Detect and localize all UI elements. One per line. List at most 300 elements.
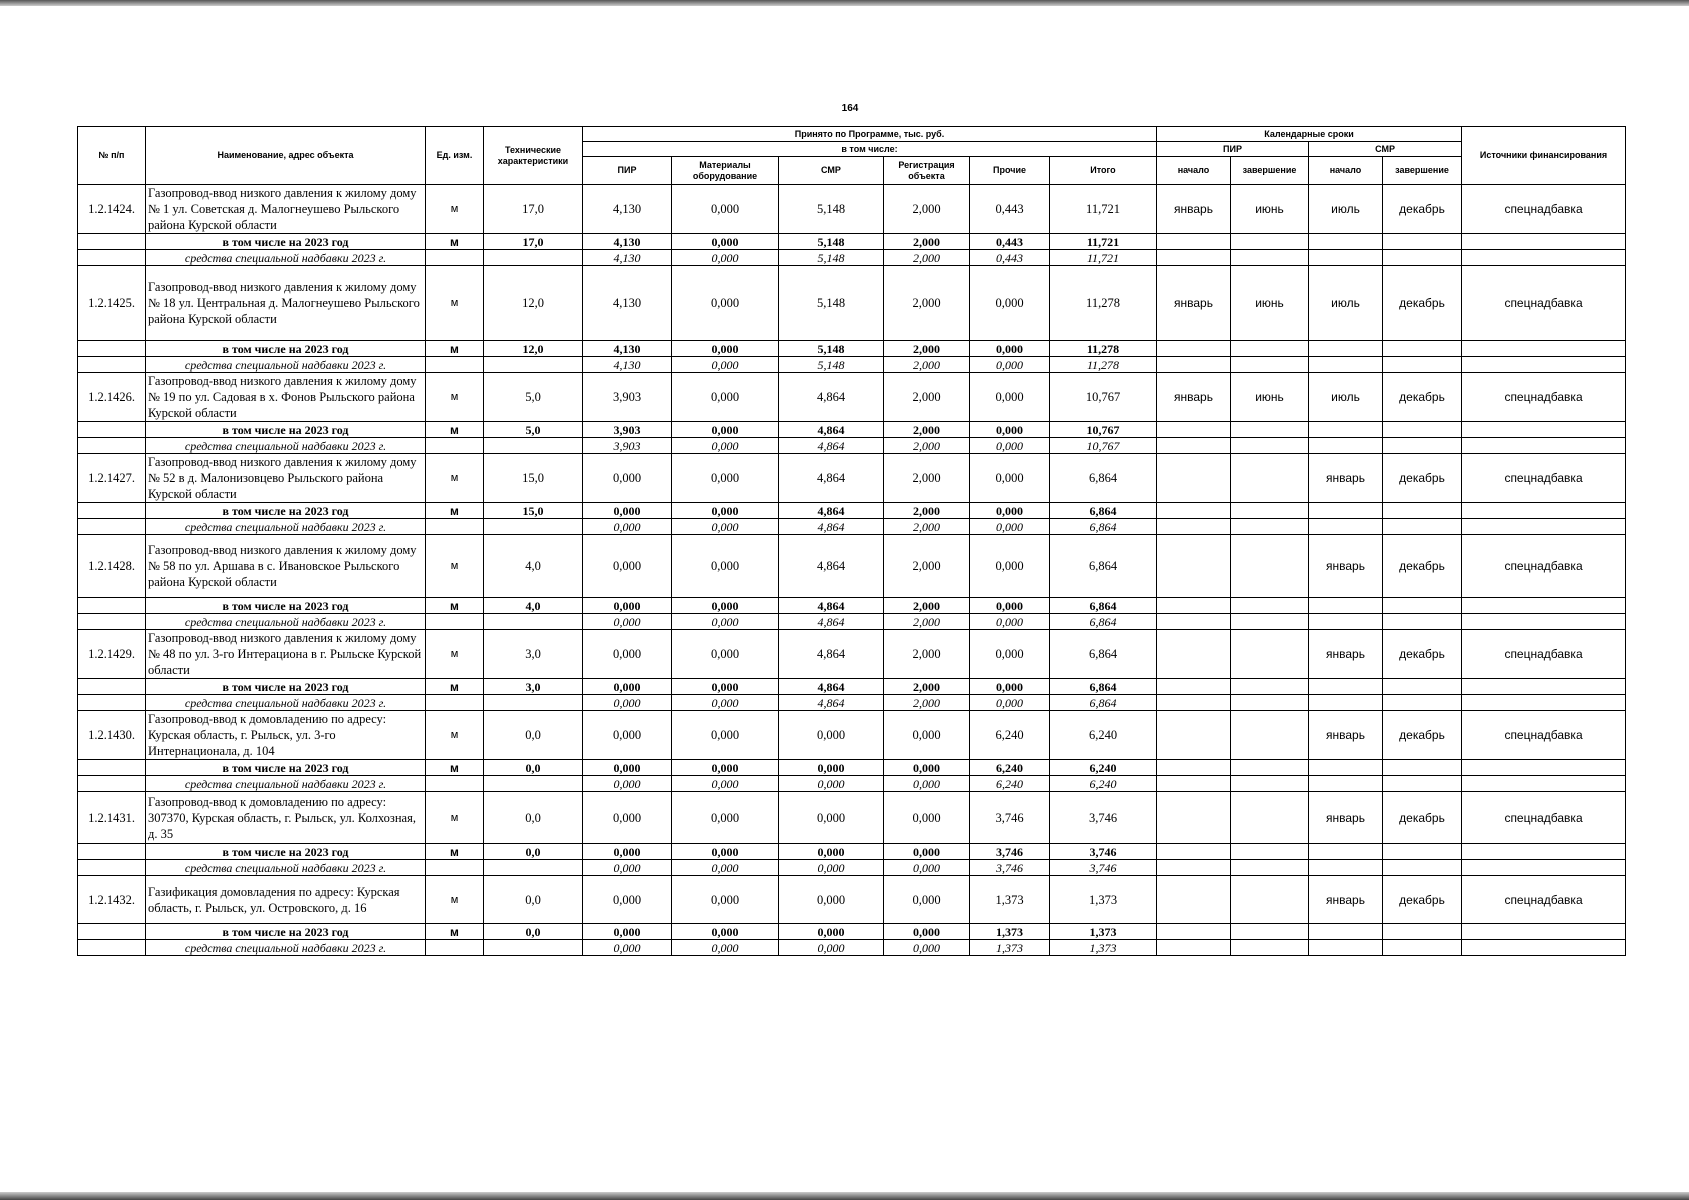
fund-pir-start bbox=[1157, 940, 1231, 956]
header-registration: Регистрация объекта bbox=[884, 157, 970, 185]
subtotal-pir-end bbox=[1231, 760, 1309, 776]
subtotal-registration: 0,000 bbox=[884, 760, 970, 776]
object-pir: 4,130 bbox=[583, 185, 672, 234]
fund-registration: 0,000 bbox=[884, 860, 970, 876]
subtotal-materials: 0,000 bbox=[672, 924, 779, 940]
subtotal-2023-row bbox=[78, 503, 1626, 519]
fund-pir: 4,130 bbox=[583, 250, 672, 266]
fund-label: средства специальной надбавки 2023 г. bbox=[146, 776, 426, 792]
subtotal-other: 0,000 bbox=[970, 422, 1050, 438]
header-pir-end: завершение bbox=[1231, 157, 1309, 185]
object-id: 1.2.1431. bbox=[78, 792, 146, 844]
special-fund-row bbox=[78, 614, 1626, 630]
subtotal-id bbox=[78, 679, 146, 695]
fund-smr-end bbox=[1383, 357, 1462, 373]
smr-end: декабрь bbox=[1383, 876, 1462, 924]
object-row bbox=[78, 454, 1626, 503]
subtotal-smr: 0,000 bbox=[779, 844, 884, 860]
subtotal-pir-start bbox=[1157, 422, 1231, 438]
object-name: Газопровод-ввод низкого давления к жилому дому № 18 ул. Центральная д. Малогнеушево Рыльского района Курской области bbox=[146, 266, 426, 341]
subtotal-pir-start bbox=[1157, 341, 1231, 357]
subtotal-pir: 0,000 bbox=[583, 924, 672, 940]
object-pir: 0,000 bbox=[583, 630, 672, 679]
header-num: № п/п bbox=[78, 127, 146, 185]
object-name: Газификация домовладения по адресу: Курская область, г. Рыльск, ул. Островского, д. 16 bbox=[146, 876, 426, 924]
object-row bbox=[78, 535, 1626, 598]
object-id: 1.2.1428. bbox=[78, 535, 146, 598]
header-including: в том числе: bbox=[583, 142, 1157, 157]
fund-other: 0,000 bbox=[970, 519, 1050, 535]
fund-source bbox=[1462, 357, 1626, 373]
fund-pir-end bbox=[1231, 250, 1309, 266]
fund-smr-start bbox=[1309, 860, 1383, 876]
object-smr: 5,148 bbox=[779, 266, 884, 341]
header-cal-smr: СМР bbox=[1309, 142, 1462, 157]
subtotal-registration: 2,000 bbox=[884, 422, 970, 438]
subtotal-unit: м bbox=[426, 422, 484, 438]
fund-smr-start bbox=[1309, 940, 1383, 956]
fund-total: 11,278 bbox=[1050, 357, 1157, 373]
subtotal-registration: 2,000 bbox=[884, 234, 970, 250]
subtotal-materials: 0,000 bbox=[672, 598, 779, 614]
smr-start: январь bbox=[1309, 792, 1383, 844]
subtotal-unit: м bbox=[426, 234, 484, 250]
fund-tech bbox=[484, 695, 583, 711]
subtotal-2023-row bbox=[78, 760, 1626, 776]
header-pir: ПИР bbox=[583, 157, 672, 185]
scan-edge-top bbox=[0, 0, 1689, 6]
fund-smr-start bbox=[1309, 776, 1383, 792]
subtotal-2023-row bbox=[78, 679, 1626, 695]
fund-tech bbox=[484, 776, 583, 792]
fund-smr-end bbox=[1383, 438, 1462, 454]
fund-unit bbox=[426, 860, 484, 876]
fund-smr-end bbox=[1383, 250, 1462, 266]
object-row bbox=[78, 185, 1626, 234]
subtotal-registration: 0,000 bbox=[884, 924, 970, 940]
funding-source: спецнадбавка bbox=[1462, 373, 1626, 422]
subtotal-id bbox=[78, 503, 146, 519]
object-other: 0,000 bbox=[970, 630, 1050, 679]
fund-id bbox=[78, 860, 146, 876]
subtotal-other: 1,373 bbox=[970, 924, 1050, 940]
funding-source: спецнадбавка bbox=[1462, 535, 1626, 598]
fund-label: средства специальной надбавки 2023 г. bbox=[146, 860, 426, 876]
subtotal-source bbox=[1462, 760, 1626, 776]
header-other: Прочие bbox=[970, 157, 1050, 185]
smr-end: декабрь bbox=[1383, 185, 1462, 234]
fund-id bbox=[78, 250, 146, 266]
object-unit: м bbox=[426, 454, 484, 503]
header-total: Итого bbox=[1050, 157, 1157, 185]
subtotal-smr: 0,000 bbox=[779, 924, 884, 940]
subtotal-total: 11,721 bbox=[1050, 234, 1157, 250]
subtotal-id bbox=[78, 234, 146, 250]
subtotal-source bbox=[1462, 924, 1626, 940]
fund-tech bbox=[484, 250, 583, 266]
header-accepted: Принято по Программе, тыс. руб. bbox=[583, 127, 1157, 142]
fund-materials: 0,000 bbox=[672, 519, 779, 535]
funding-source: спецнадбавка bbox=[1462, 266, 1626, 341]
fund-materials: 0,000 bbox=[672, 614, 779, 630]
subtotal-pir-end bbox=[1231, 503, 1309, 519]
object-smr: 0,000 bbox=[779, 711, 884, 760]
object-registration: 0,000 bbox=[884, 876, 970, 924]
object-id: 1.2.1425. bbox=[78, 266, 146, 341]
subtotal-other: 3,746 bbox=[970, 844, 1050, 860]
fund-materials: 0,000 bbox=[672, 860, 779, 876]
subtotal-registration: 2,000 bbox=[884, 503, 970, 519]
pir-end bbox=[1231, 630, 1309, 679]
smr-start: январь bbox=[1309, 711, 1383, 760]
fund-unit bbox=[426, 614, 484, 630]
pir-end bbox=[1231, 454, 1309, 503]
object-other: 0,000 bbox=[970, 535, 1050, 598]
subtotal-materials: 0,000 bbox=[672, 234, 779, 250]
pir-start bbox=[1157, 630, 1231, 679]
pir-end: июнь bbox=[1231, 185, 1309, 234]
fund-smr: 0,000 bbox=[779, 860, 884, 876]
object-unit: м bbox=[426, 373, 484, 422]
pir-start bbox=[1157, 535, 1231, 598]
funding-source: спецнадбавка bbox=[1462, 876, 1626, 924]
fund-smr-start bbox=[1309, 438, 1383, 454]
fund-pir-start bbox=[1157, 250, 1231, 266]
fund-registration: 2,000 bbox=[884, 614, 970, 630]
object-unit: м bbox=[426, 876, 484, 924]
object-row bbox=[78, 373, 1626, 422]
subtotal-smr-end bbox=[1383, 844, 1462, 860]
fund-unit bbox=[426, 776, 484, 792]
subtotal-id bbox=[78, 760, 146, 776]
fund-materials: 0,000 bbox=[672, 940, 779, 956]
fund-label: средства специальной надбавки 2023 г. bbox=[146, 940, 426, 956]
object-other: 6,240 bbox=[970, 711, 1050, 760]
object-pir: 0,000 bbox=[583, 454, 672, 503]
object-total: 6,864 bbox=[1050, 454, 1157, 503]
subtotal-id bbox=[78, 341, 146, 357]
fund-source bbox=[1462, 940, 1626, 956]
object-smr: 4,864 bbox=[779, 454, 884, 503]
fund-smr-start bbox=[1309, 519, 1383, 535]
subtotal-registration: 2,000 bbox=[884, 341, 970, 357]
fund-other: 0,000 bbox=[970, 695, 1050, 711]
smr-start: июль bbox=[1309, 266, 1383, 341]
subtotal-label: в том числе на 2023 год bbox=[146, 760, 426, 776]
subtotal-pir-start bbox=[1157, 503, 1231, 519]
subtotal-label: в том числе на 2023 год bbox=[146, 598, 426, 614]
special-fund-row bbox=[78, 776, 1626, 792]
fund-unit bbox=[426, 438, 484, 454]
subtotal-materials: 0,000 bbox=[672, 503, 779, 519]
subtotal-label: в том числе на 2023 год bbox=[146, 503, 426, 519]
fund-id bbox=[78, 357, 146, 373]
fund-tech bbox=[484, 519, 583, 535]
object-tech: 0,0 bbox=[484, 876, 583, 924]
subtotal-pir-end bbox=[1231, 422, 1309, 438]
fund-pir-end bbox=[1231, 776, 1309, 792]
header-smr: СМР bbox=[779, 157, 884, 185]
subtotal-pir: 0,000 bbox=[583, 844, 672, 860]
fund-id bbox=[78, 614, 146, 630]
program-table bbox=[77, 126, 1626, 956]
header-materials: Материалы оборудование bbox=[672, 157, 779, 185]
subtotal-other: 6,240 bbox=[970, 760, 1050, 776]
object-pir: 3,903 bbox=[583, 373, 672, 422]
special-fund-row bbox=[78, 357, 1626, 373]
subtotal-registration: 2,000 bbox=[884, 679, 970, 695]
funding-source: спецнадбавка bbox=[1462, 711, 1626, 760]
object-smr: 0,000 bbox=[779, 876, 884, 924]
fund-pir: 0,000 bbox=[583, 519, 672, 535]
fund-smr: 4,864 bbox=[779, 614, 884, 630]
object-name: Газопровод-ввод низкого давления к жилому дому № 48 по ул. 3-го Интерациона в г. Рыльске Курской области bbox=[146, 630, 426, 679]
pir-start: январь bbox=[1157, 185, 1231, 234]
subtotal-pir-start bbox=[1157, 924, 1231, 940]
pir-end bbox=[1231, 792, 1309, 844]
subtotal-smr-end bbox=[1383, 924, 1462, 940]
subtotal-smr: 4,864 bbox=[779, 503, 884, 519]
subtotal-source bbox=[1462, 341, 1626, 357]
object-materials: 0,000 bbox=[672, 373, 779, 422]
object-smr: 4,864 bbox=[779, 373, 884, 422]
object-total: 3,746 bbox=[1050, 792, 1157, 844]
object-id: 1.2.1427. bbox=[78, 454, 146, 503]
subtotal-other: 0,000 bbox=[970, 679, 1050, 695]
subtotal-pir: 3,903 bbox=[583, 422, 672, 438]
fund-smr: 0,000 bbox=[779, 940, 884, 956]
fund-unit bbox=[426, 940, 484, 956]
object-unit: м bbox=[426, 535, 484, 598]
object-id: 1.2.1429. bbox=[78, 630, 146, 679]
object-materials: 0,000 bbox=[672, 711, 779, 760]
object-tech: 4,0 bbox=[484, 535, 583, 598]
subtotal-label: в том числе на 2023 год bbox=[146, 341, 426, 357]
subtotal-smr: 5,148 bbox=[779, 341, 884, 357]
object-tech: 3,0 bbox=[484, 630, 583, 679]
fund-pir-end bbox=[1231, 519, 1309, 535]
subtotal-pir-start bbox=[1157, 598, 1231, 614]
fund-smr: 4,864 bbox=[779, 519, 884, 535]
fund-smr-end bbox=[1383, 940, 1462, 956]
smr-start: январь bbox=[1309, 876, 1383, 924]
subtotal-tech: 12,0 bbox=[484, 341, 583, 357]
object-registration: 2,000 bbox=[884, 266, 970, 341]
subtotal-source bbox=[1462, 503, 1626, 519]
fund-total: 6,240 bbox=[1050, 776, 1157, 792]
subtotal-materials: 0,000 bbox=[672, 760, 779, 776]
fund-registration: 2,000 bbox=[884, 438, 970, 454]
subtotal-source bbox=[1462, 844, 1626, 860]
fund-pir: 4,130 bbox=[583, 357, 672, 373]
subtotal-label: в том числе на 2023 год bbox=[146, 844, 426, 860]
fund-id bbox=[78, 438, 146, 454]
subtotal-pir-end bbox=[1231, 924, 1309, 940]
object-tech: 17,0 bbox=[484, 185, 583, 234]
fund-tech bbox=[484, 860, 583, 876]
subtotal-smr-end bbox=[1383, 341, 1462, 357]
object-total: 6,864 bbox=[1050, 630, 1157, 679]
subtotal-2023-row bbox=[78, 844, 1626, 860]
fund-pir-start bbox=[1157, 519, 1231, 535]
subtotal-id bbox=[78, 422, 146, 438]
header-calendar: Календарные сроки bbox=[1157, 127, 1462, 142]
fund-materials: 0,000 bbox=[672, 776, 779, 792]
subtotal-smr: 5,148 bbox=[779, 234, 884, 250]
object-total: 10,767 bbox=[1050, 373, 1157, 422]
object-unit: м bbox=[426, 792, 484, 844]
fund-source bbox=[1462, 614, 1626, 630]
subtotal-smr-end bbox=[1383, 503, 1462, 519]
smr-end: декабрь bbox=[1383, 711, 1462, 760]
fund-pir-start bbox=[1157, 860, 1231, 876]
fund-pir-start bbox=[1157, 357, 1231, 373]
fund-label: средства специальной надбавки 2023 г. bbox=[146, 519, 426, 535]
fund-source bbox=[1462, 776, 1626, 792]
subtotal-2023-row bbox=[78, 422, 1626, 438]
fund-total: 11,721 bbox=[1050, 250, 1157, 266]
fund-registration: 2,000 bbox=[884, 357, 970, 373]
subtotal-source bbox=[1462, 234, 1626, 250]
fund-source bbox=[1462, 250, 1626, 266]
subtotal-2023-row bbox=[78, 924, 1626, 940]
fund-registration: 2,000 bbox=[884, 695, 970, 711]
fund-tech bbox=[484, 357, 583, 373]
object-materials: 0,000 bbox=[672, 185, 779, 234]
subtotal-materials: 0,000 bbox=[672, 422, 779, 438]
special-fund-row bbox=[78, 695, 1626, 711]
header-name: Наименование, адрес объекта bbox=[146, 127, 426, 185]
subtotal-unit: м bbox=[426, 598, 484, 614]
fund-id bbox=[78, 940, 146, 956]
subtotal-pir-end bbox=[1231, 598, 1309, 614]
object-registration: 2,000 bbox=[884, 454, 970, 503]
pir-start bbox=[1157, 711, 1231, 760]
subtotal-total: 3,746 bbox=[1050, 844, 1157, 860]
subtotal-label: в том числе на 2023 год bbox=[146, 924, 426, 940]
object-tech: 5,0 bbox=[484, 373, 583, 422]
subtotal-label: в том числе на 2023 год bbox=[146, 679, 426, 695]
fund-label: средства специальной надбавки 2023 г. bbox=[146, 695, 426, 711]
special-fund-row bbox=[78, 438, 1626, 454]
fund-unit bbox=[426, 250, 484, 266]
fund-pir: 3,903 bbox=[583, 438, 672, 454]
subtotal-pir-start bbox=[1157, 234, 1231, 250]
subtotal-smr-end bbox=[1383, 598, 1462, 614]
smr-end: декабрь bbox=[1383, 454, 1462, 503]
subtotal-smr: 4,864 bbox=[779, 679, 884, 695]
object-registration: 2,000 bbox=[884, 185, 970, 234]
object-id: 1.2.1432. bbox=[78, 876, 146, 924]
subtotal-tech: 17,0 bbox=[484, 234, 583, 250]
object-materials: 0,000 bbox=[672, 454, 779, 503]
fund-materials: 0,000 bbox=[672, 695, 779, 711]
fund-smr-end bbox=[1383, 614, 1462, 630]
subtotal-label: в том числе на 2023 год bbox=[146, 422, 426, 438]
subtotal-2023-row bbox=[78, 598, 1626, 614]
fund-smr-start bbox=[1309, 250, 1383, 266]
smr-end: декабрь bbox=[1383, 373, 1462, 422]
fund-unit bbox=[426, 695, 484, 711]
object-registration: 2,000 bbox=[884, 535, 970, 598]
subtotal-smr-end bbox=[1383, 679, 1462, 695]
subtotal-pir-end bbox=[1231, 341, 1309, 357]
funding-source: спецнадбавка bbox=[1462, 185, 1626, 234]
subtotal-unit: м bbox=[426, 341, 484, 357]
object-other: 3,746 bbox=[970, 792, 1050, 844]
subtotal-materials: 0,000 bbox=[672, 844, 779, 860]
subtotal-tech: 4,0 bbox=[484, 598, 583, 614]
object-name: Газопровод-ввод низкого давления к жилому дому № 1 ул. Советская д. Малогнеушево Рыльского района Курской области bbox=[146, 185, 426, 234]
page-number: 164 bbox=[841, 103, 859, 114]
fund-label: средства специальной надбавки 2023 г. bbox=[146, 250, 426, 266]
header-smr-end: завершение bbox=[1383, 157, 1462, 185]
subtotal-unit: м bbox=[426, 844, 484, 860]
fund-label: средства специальной надбавки 2023 г. bbox=[146, 438, 426, 454]
fund-total: 6,864 bbox=[1050, 695, 1157, 711]
object-total: 1,373 bbox=[1050, 876, 1157, 924]
fund-pir: 0,000 bbox=[583, 614, 672, 630]
object-materials: 0,000 bbox=[672, 630, 779, 679]
smr-end: декабрь bbox=[1383, 266, 1462, 341]
subtotal-pir: 0,000 bbox=[583, 598, 672, 614]
object-id: 1.2.1426. bbox=[78, 373, 146, 422]
fund-smr: 4,864 bbox=[779, 695, 884, 711]
smr-end: декабрь bbox=[1383, 535, 1462, 598]
fund-materials: 0,000 bbox=[672, 438, 779, 454]
fund-total: 6,864 bbox=[1050, 519, 1157, 535]
fund-smr-start bbox=[1309, 357, 1383, 373]
object-id: 1.2.1424. bbox=[78, 185, 146, 234]
subtotal-smr-start bbox=[1309, 679, 1383, 695]
object-pir: 0,000 bbox=[583, 876, 672, 924]
subtotal-unit: м bbox=[426, 924, 484, 940]
fund-smr: 4,864 bbox=[779, 438, 884, 454]
funding-source: спецнадбавка bbox=[1462, 630, 1626, 679]
fund-pir: 0,000 bbox=[583, 940, 672, 956]
fund-tech bbox=[484, 940, 583, 956]
fund-other: 0,000 bbox=[970, 357, 1050, 373]
fund-other: 6,240 bbox=[970, 776, 1050, 792]
pir-start bbox=[1157, 454, 1231, 503]
object-registration: 2,000 bbox=[884, 630, 970, 679]
subtotal-smr-end bbox=[1383, 760, 1462, 776]
subtotal-tech: 15,0 bbox=[484, 503, 583, 519]
subtotal-smr-start bbox=[1309, 234, 1383, 250]
subtotal-pir-end bbox=[1231, 679, 1309, 695]
subtotal-tech: 5,0 bbox=[484, 422, 583, 438]
pir-end bbox=[1231, 535, 1309, 598]
subtotal-label: в том числе на 2023 год bbox=[146, 234, 426, 250]
subtotal-pir-start bbox=[1157, 679, 1231, 695]
subtotal-pir: 4,130 bbox=[583, 234, 672, 250]
subtotal-source bbox=[1462, 679, 1626, 695]
fund-smr: 0,000 bbox=[779, 776, 884, 792]
object-total: 6,240 bbox=[1050, 711, 1157, 760]
smr-end: декабрь bbox=[1383, 792, 1462, 844]
subtotal-smr-start bbox=[1309, 341, 1383, 357]
special-fund-row bbox=[78, 519, 1626, 535]
subtotal-pir: 0,000 bbox=[583, 503, 672, 519]
subtotal-id bbox=[78, 924, 146, 940]
fund-tech bbox=[484, 614, 583, 630]
fund-source bbox=[1462, 860, 1626, 876]
fund-pir-end bbox=[1231, 438, 1309, 454]
subtotal-pir: 0,000 bbox=[583, 760, 672, 776]
pir-start: январь bbox=[1157, 266, 1231, 341]
fund-smr-end bbox=[1383, 860, 1462, 876]
object-name: Газопровод-ввод к домовладению по адресу: Курская область, г. Рыльск, ул. 3-го Интернационала, д. 104 bbox=[146, 711, 426, 760]
